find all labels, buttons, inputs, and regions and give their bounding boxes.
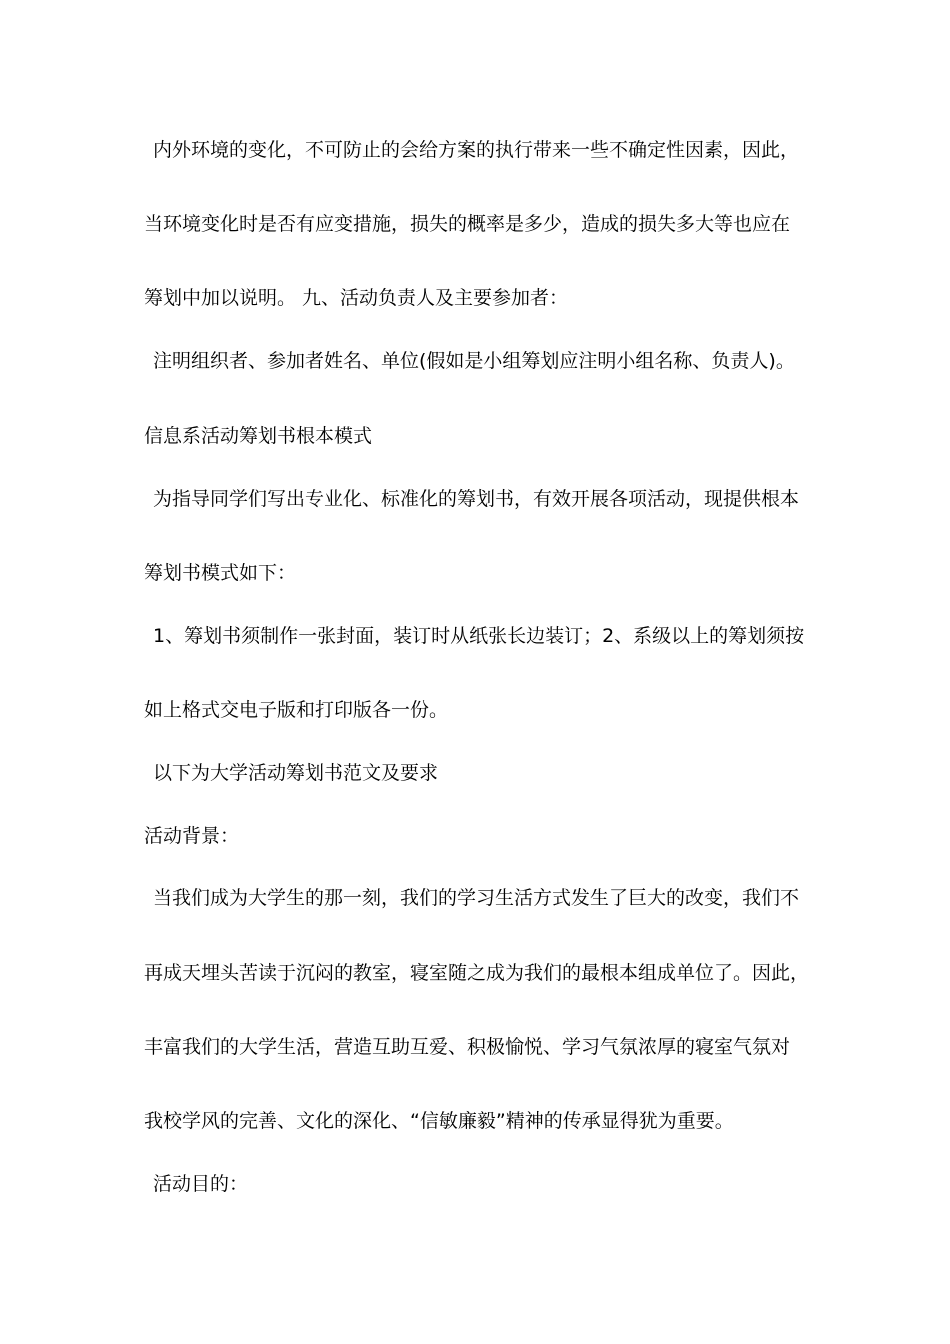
paragraph-line: 当我们成为大学生的那一刻，我们的学习生活方式发生了巨大的改变，我们不 (153, 887, 800, 909)
paragraph-line: 1、筹划书须制作一张封面，装订时从纸张长边装订；2、系级以上的筹划须按 (153, 625, 805, 647)
section-heading: 以下为大学活动筹划书范文及要求 (153, 762, 439, 784)
paragraph-line: 为指导同学们写出专业化、标准化的筹划书，有效开展各项活动，现提供根本 (153, 488, 800, 510)
paragraph-line: 内外环境的变化，不可防止的会给方案的执行带来一些不确定性因素，因此， (153, 139, 800, 161)
section-heading: 信息系活动筹划书根本模式 (144, 425, 373, 447)
paragraph-line: 筹划书模式如下： (144, 562, 297, 584)
paragraph-line: 当环境变化时是否有应变措施，损失的概率是多少，造成的损失多大等也应在 (144, 213, 791, 235)
section-heading: 活动目的： (153, 1173, 249, 1195)
paragraph-line: 如上格式交电子版和打印版各一份。 (144, 699, 449, 721)
section-heading: 活动背景： (144, 825, 240, 847)
paragraph-line: 筹划中加以说明。 九、活动负责人及主要参加者： (144, 287, 569, 309)
paragraph-line: 丰富我们的大学生活，营造互助互爱、积极愉悦、学习气氛浓厚的寝室气氛对 (144, 1036, 791, 1058)
paragraph-line: 注明组织者、参加者姓名、单位(假如是小组筹划应注明小组名称、负责人)。 (153, 350, 795, 372)
paragraph-line: 再成天埋头苦读于沉闷的教室，寝室随之成为我们的最根本组成单位了。因此， (144, 962, 810, 984)
paragraph-line: 我校学风的完善、文化的深化、“信敏廉毅”精神的传承显得犹为重要。 (144, 1110, 734, 1132)
